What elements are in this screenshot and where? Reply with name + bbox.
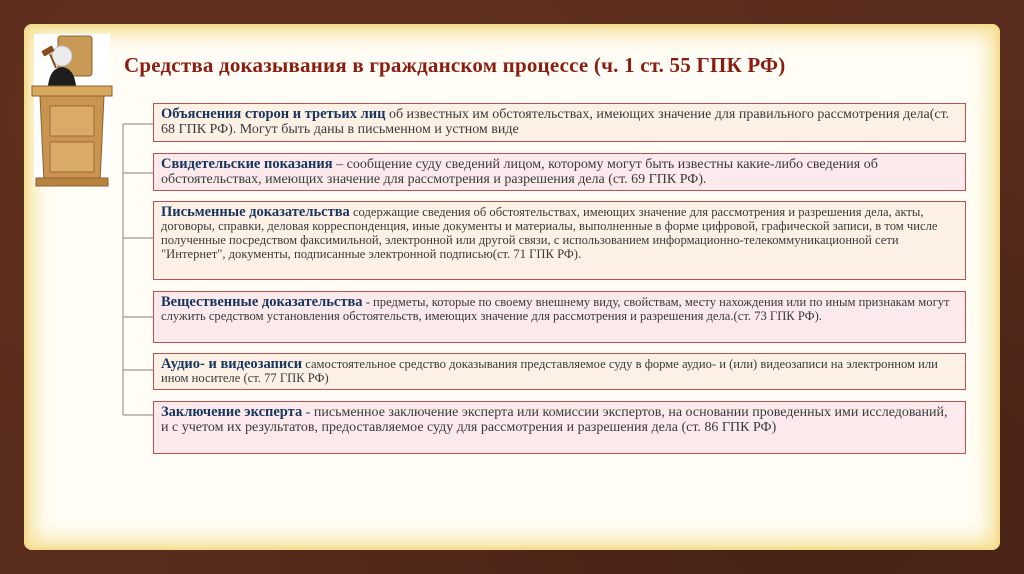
item-description: предметы, которые по своему внешнему виду, свойствам, месту нахождения или по иным признакам могут служить средством установления обстоятельств, имеющих значение для рассмотрения и разрешения дела.(ст. 73 ГПК РФ). — [161, 295, 950, 323]
list-item-party-explanations — [153, 103, 966, 142]
list-item-physical-evidence: Вещественные доказательства - предметы, которые по своему внешнему виду, свойствам, месту нахождения или по иным признакам могут служить средством установления обстоятельств, имеющих значение для рассмотрения и разрешения дела.(ст. 73 ГПК РФ). — [153, 291, 966, 343]
item-term: Письменные доказательства — [161, 204, 350, 220]
item-term: Свидетельские показания — [161, 156, 333, 172]
item-term: Объяснения сторон и третьих лиц — [161, 106, 386, 122]
judge-at-podium-icon — [28, 34, 116, 188]
item-term: Вещественные доказательства — [161, 294, 363, 310]
list-item-written-evidence — [153, 201, 966, 280]
item-description: сообщение суду сведений лицом, которому могут быть известны какие-либо сведения об обстоятельствах, имеющих значение для рассмотрения и разрешения дела (ст. 69 ГПК РФ). — [161, 157, 878, 187]
item-term: Заключение эксперта — [161, 404, 303, 420]
item-description: об известных им обстоятельствах, имеющих значение для правильного рассмотрения дела(ст. 68 ГПК РФ). Могут быть даны в письменном и устном виде — [161, 107, 950, 137]
list-item-witness-testimony: Свидетельские показания – сообщение суду сведений лицом, которому могут быть известны какие-либо сведения об обстоятельствах, имеющих значение для рассмотрения и разрешения дела (ст. 69 ГПК РФ). — [153, 153, 966, 191]
list-item-expert-opinion: Заключение эксперта - письменное заключение эксперта или комиссии экспертов, на основании проведенных ими исследований, и с учетом их результатов, предоставляемое суду для рассмотрения и разрешения дела (ст. 86 ГПК РФ) — [153, 401, 966, 454]
list-item-audio-video — [153, 353, 966, 390]
item-term: Аудио- и видеозаписи — [161, 356, 303, 372]
slide-title: Средства доказывания в гражданском процессе (ч. 1 ст. 55 ГПК РФ) — [124, 53, 786, 77]
item-description: содержащие сведения об обстоятельствах, имеющих значение для рассмотрения и разрешения дела, акты, договоры, справки, деловая корреспонденция, иные документы и материалы, выполненные в форме цифровой, графической записи, в том числе полученные посредством факсимильной, электронной или другой связи, с использованием информационно-телекоммуникационной сети "Интернет", документы, подписанные электронной подписью(ст. 71 ГПК РФ). — [161, 205, 938, 261]
item-description: самостоятельное средство доказывания представляемое суду в форме аудио- и (или) видеозаписи на электронном или ином носителе (ст. 77 ГПК РФ) — [161, 357, 938, 385]
item-description: письменное заключение эксперта или комиссии экспертов, на основании проведенных ими исследований, и с учетом их результатов, предоставляемое суду для рассмотрения и разрешения дела (ст. 86 ГПК РФ) — [161, 405, 948, 435]
